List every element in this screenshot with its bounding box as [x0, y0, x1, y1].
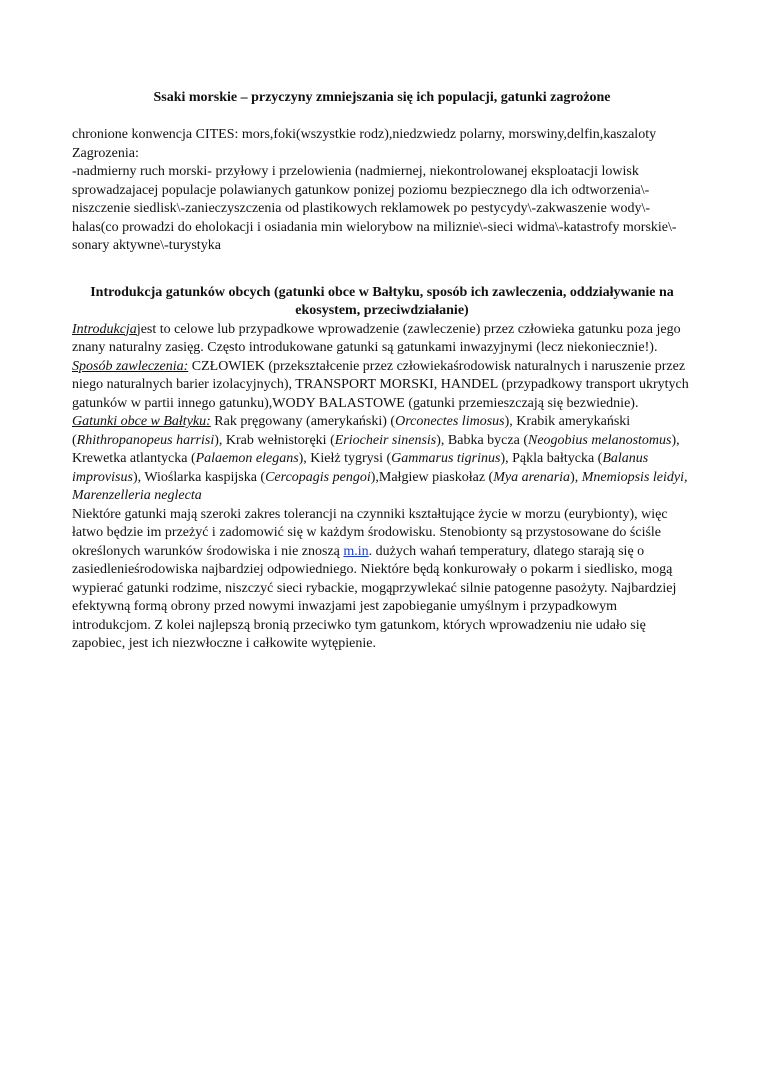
species-name: Mnemiopsis leidyi, Marenzelleria neglecta: [72, 469, 688, 503]
species-name: Orconectes limosus: [395, 414, 505, 429]
gatunki-text: Rak pręgowany (amerykański) (: [210, 414, 396, 429]
species-name: Palaemon elegans: [195, 451, 299, 466]
gatunki-text: ), Wioślarka kaspijska (: [132, 469, 266, 485]
min-link[interactable]: m.in: [343, 543, 369, 559]
gatunki-text: ), Babka bycza (: [436, 432, 528, 448]
niektore-text: Niektóre gatunki mają szeroki zakres tolerancji na czynniki kształtujące życie w morzu (eurybionty), więc łatwo będzie im przeżyć i zadomowić się w każdym środowisku. Stenobionty są przystosowane do ściśle określonych warunków środowiska i nie znoszą: [72, 506, 668, 559]
gatunki-paragraph: [72, 413, 692, 506]
section2: [72, 284, 692, 654]
species-name: Neogobius melanostomus: [527, 432, 672, 448]
niektore-paragraph: [72, 506, 692, 654]
section1-body: [72, 126, 692, 256]
document-page: [72, 88, 692, 654]
threats-list: -nadmierny ruch morski- przyłowy i przelowienia (nadmiernej, niekontrolowanej eksploatacji lowisk sprowadzajacej populacje polawianych gatunkow ponizej poziomu bezpiecznego dla ich odtworzenia\-niszczenie siedlisk\-zanieczyszczenia od plastikowych reklamowek po pestycydy\-zakwaszenie wody\-halas(co prowadzi do eholokacji i osiadania min wielorybow na miliznie\-sieci widma\-katastrofy morskie\-sonary aktywne\-turystyka: [72, 164, 677, 253]
introdukcja-label: Introdukcja: [72, 321, 137, 337]
sposob-label: Sposób zawleczenia:: [72, 358, 189, 374]
sposob-text: CZŁOWIEK (przekształcenie przez człowiekaśrodowisk naturalnych i naruszenie przez niego naturalnych barier izolacyjnych), TRANSPORT MORSKI, HANDEL (przypadkowy transport ukrytych gatunków w partii innego gatunku),WODY BALASTOWE (gatunki przemieszczają się bezwiednie).: [72, 358, 689, 411]
species-name: Gammarus tigrinus: [391, 451, 501, 466]
cites-line: chronione konwencja CITES: mors,foki(wszystkie rodz),niedzwiedz polarny, morswiny,delfin,kaszaloty: [72, 127, 657, 142]
species-name: Cercopagis pengoi: [265, 469, 371, 485]
gatunki-text: ), Krab wełnistoręki (: [214, 432, 335, 448]
section2-title: Introdukcja gatunków obcych (gatunki obce w Bałtyku, sposób ich zawleczenia, oddziaływanie na ekosystem, przeciwdziałanie): [90, 284, 674, 318]
species-name: Rhithropanopeus harrisi: [76, 432, 215, 448]
gatunki-text: ), Krewetka atlantycka (: [72, 432, 680, 466]
species-name: Eriocheir sinensis: [334, 432, 437, 448]
niektore-text: . dużych wahań temperatury, dlatego starają się o zasiedlenieśrodowiska najbardziej odpowiedniego. Niektóre będą konkurowały o pokarm i siedlisko, mogą wypierać gatunki rodzime, niszczyć sieci rybackie, mogąprzywlekać silnie patogenne pasożyty. Najbardziej efektywną formą obrony przed nowymi inwazjami jest zapobieganie umyślnym i przypadkowym introdukcjom. Z kolei najlepszą bronią przeciwko tym gatunkom, których wprowadzeniu nie udało się zapobiec, jest ich niezwłoczne i całkowite wytępienie.: [72, 543, 677, 651]
sposob-paragraph: [72, 358, 692, 414]
gatunki-label: Gatunki obce w Bałtyku:: [72, 414, 211, 429]
introdukcja-paragraph: [72, 321, 692, 358]
gatunki-text: ), Krabik amerykański (: [72, 414, 631, 448]
threats-heading: Zagrozenia:: [72, 145, 139, 161]
introdukcja-text: jest to celowe lub przypadkowe wprowadzenie (zawleczenie) przez człowieka gatunku poza jego znany naturalny zasięg. Często introdukowane gatunki są gatunkami inwazyjnymi (lecz niekoniecznie!).: [72, 321, 681, 355]
gatunki-text: ), Kiełż tygrysi (: [298, 451, 392, 466]
gatunki-text: ), Pąkla bałtycka (: [500, 451, 603, 466]
species-name: Mya arenaria: [493, 469, 571, 485]
species-name: Balanus improvisus: [72, 451, 649, 485]
section1-title: Ssaki morskie – przyczyny zmniejszania się ich populacji, gatunki zagrożone: [153, 90, 611, 105]
gatunki-text: ),: [570, 469, 582, 485]
gatunki-text: ),Małgiew piaskołaz (: [370, 469, 494, 485]
